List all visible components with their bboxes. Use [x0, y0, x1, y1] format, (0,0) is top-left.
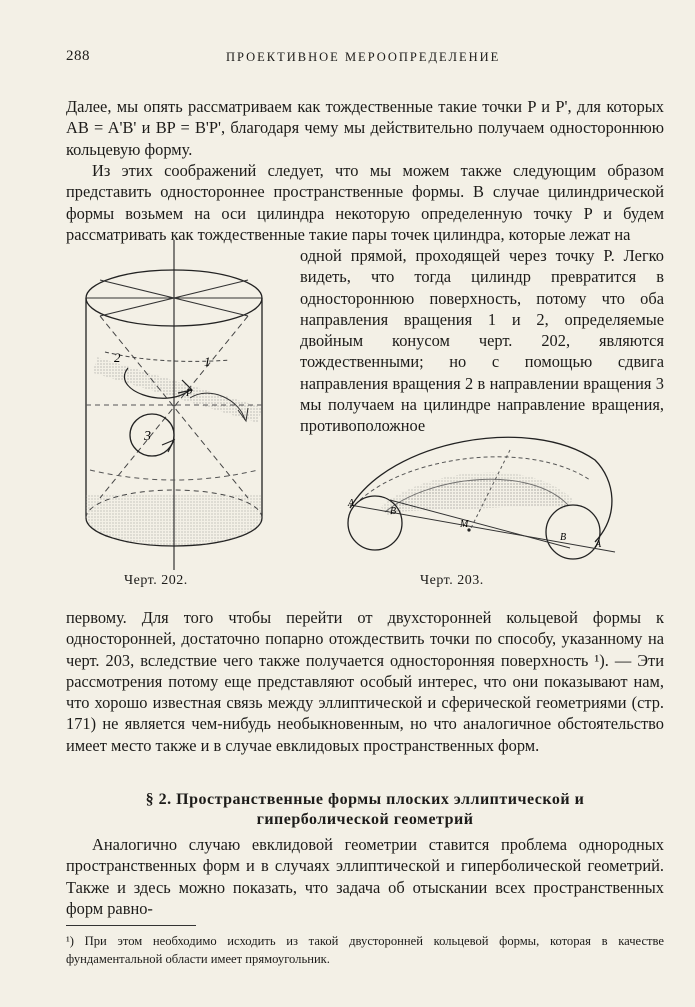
paragraph-1: Далее, мы опять рассматриваем как тождественные такие точки P и P', для которых AB = A'B' и BP = B'P', благодаря чему мы действительно получаем одностороннюю кольцевую форму. [66, 97, 664, 159]
section-heading [66, 790, 664, 830]
fig202-label-2: 2 [114, 350, 121, 365]
figure-203-caption: Черт. 203. [420, 573, 484, 588]
fig202-label-p: P [186, 388, 193, 399]
fig203-label-b-right: B [560, 532, 567, 543]
fig202-label-1: 1 [204, 354, 211, 369]
figure-202-caption: Черт. 202. [124, 573, 188, 588]
footnote: ¹) При этом необходимо исходить из такой двусторонней кольцевой формы, которая в качестве фундаментальной области имеет прямоугольник. [66, 934, 664, 966]
fig203-label-a-right: A [595, 539, 602, 550]
fig203-label-a-left: A [348, 498, 355, 509]
fig202-label-3: 3 [144, 429, 151, 444]
section-heading-line-2: гиперболической геометрий [256, 811, 474, 828]
footnote-rule [66, 925, 196, 926]
running-title: ПРОЕКТИВНОЕ МЕРООПРЕДЕЛЕНИЕ [226, 50, 501, 64]
paragraph-2-wrapped: одной прямой, проходящей через точку P. Легко видеть, что тогда цилиндр превратится в одностороннюю поверхность, потому что оба направления вращения 1 и 2, определяемые двойным конусом черт. 202, являются тождественными; но с помощью сдвига направления вращения 2 в направлении вращения 3 мы получаем на цилиндре направление вращения, противоположное [300, 246, 664, 436]
fig203-label-m: M [460, 519, 469, 530]
paragraph-2: Из этих соображений следует, что мы можем также следующим образом представить одностороннее пространственные формы. В случае цилиндрической формы возьмем на оси цилиндра некоторую определенную точку P и будем рассматривать как тождественные такие пары точек цилиндра, которые лежат на [66, 161, 664, 244]
page-header [66, 48, 664, 68]
figure-203-ring [330, 420, 630, 560]
fig203-label-b-left: B [390, 506, 397, 517]
section-heading-line-1: § 2. Пространственные формы плоских эллиптической и [145, 791, 585, 808]
paragraph-4: Аналогично случаю евклидовой геометрии ставится проблема однородных пространственных форм и в случаях эллиптической и гиперболической геометрий. Также и здесь можно показать, что задача об отыскании всех пространственных форм равно- [66, 835, 664, 918]
page-number: 288 [66, 48, 90, 64]
paragraph-3: первому. Для того чтобы перейти от двухсторонней кольцевой формы к односторонней, достаточно попарно отождествить точки по способу, указанному на черт. 203, вследствие чего также получается односторонняя поверхность ¹). — Эти рассмотрения потому еще представляют особый интерес, что они показывают нам, что хорошо известная связь между эллиптической и сферической геометриями (стр. 171) не является чем-нибудь необыкновенным, но что аналогичное обстоятельство имеет место также и в случае евклидовых пространственных форм. [66, 608, 664, 755]
figure-202-cylinder [70, 240, 295, 575]
